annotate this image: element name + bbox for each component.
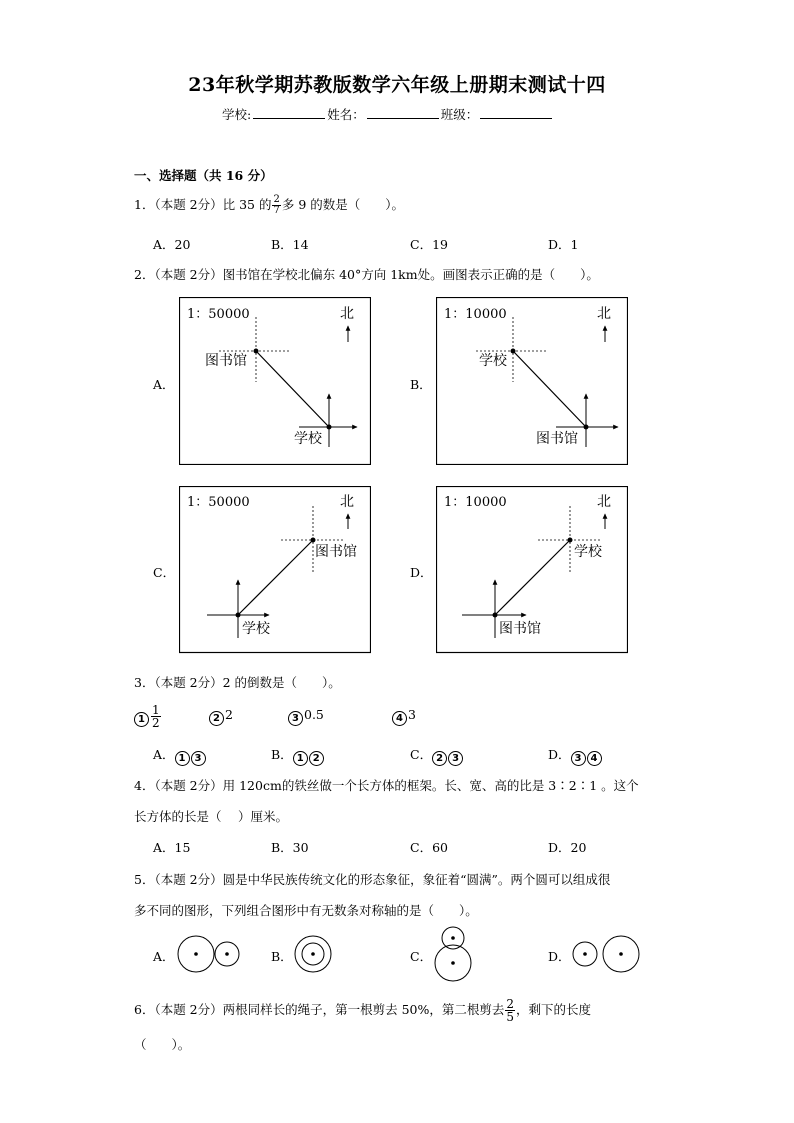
- circled-2-icon: 2: [432, 751, 447, 766]
- q5-option-a[interactable]: A．: [153, 949, 175, 964]
- question-6-line-2: （ ）。: [134, 1037, 191, 1052]
- scale-label: 1：50000: [187, 307, 250, 322]
- circled-2-icon: 2: [309, 751, 324, 766]
- q2-option-a[interactable]: A．: [153, 377, 175, 392]
- point-bottom: [327, 425, 332, 430]
- q1-frac-numerator: 2: [273, 194, 280, 205]
- q2-diagram-d[interactable]: [436, 486, 628, 654]
- question-1: [134, 195, 404, 216]
- question-6: [134, 998, 591, 1023]
- q1-frac-denominator: 7: [273, 205, 280, 216]
- q2-option-d[interactable]: D．: [410, 565, 433, 580]
- q5-figure-b: [291, 933, 335, 975]
- north-label: 北: [340, 306, 354, 322]
- circled-3-icon: 3: [288, 711, 303, 726]
- circled-3-icon: 3: [191, 751, 206, 766]
- q5-figure-a: [175, 933, 243, 975]
- north-label: 北: [597, 306, 611, 322]
- diagram-frame: [437, 298, 628, 465]
- section-heading: 一、选择题（共 16 分）: [134, 168, 273, 183]
- q2-diagram-a[interactable]: [179, 297, 371, 465]
- q3-item-3: [288, 707, 324, 726]
- direction-line: [513, 351, 586, 427]
- q3-item3-value: 0.5: [304, 707, 324, 722]
- point-top: [511, 349, 516, 354]
- option-label: C．: [410, 747, 433, 762]
- circled-4-icon: 4: [587, 751, 602, 766]
- q4-option-a[interactable]: A．15: [153, 840, 191, 855]
- diagram-frame: [180, 298, 371, 465]
- bottom-point-label: 图书馆: [499, 621, 541, 637]
- bottom-point-label: 学校: [294, 431, 322, 447]
- q3-item2-value: 2: [225, 707, 233, 722]
- circled-1-icon: 1: [293, 751, 308, 766]
- q3-item4-value: 3: [408, 707, 416, 722]
- option-label: A．: [153, 747, 175, 762]
- north-label: 北: [597, 494, 611, 510]
- direction-line: [238, 540, 313, 615]
- question-4-line-1: 4．（本题 2分）用 120cm的铁丝做一个长方体的框架。长、宽、高的比是 3∶2∶1 。这个: [134, 778, 639, 793]
- q3-frac-numerator: 1: [152, 703, 160, 717]
- q3-item1-fraction: [151, 704, 161, 729]
- circled-1-icon: 1: [134, 712, 149, 727]
- q1-option-b[interactable]: B．14: [271, 237, 309, 252]
- point-bottom: [493, 613, 498, 618]
- circled-2-icon: 2: [209, 711, 224, 726]
- bottom-point-label: 图书馆: [536, 431, 578, 447]
- q6-prefix: 6．（本题 2分）两根同样长的绳子，第一根剪去 50%，第二根剪去: [134, 1002, 505, 1017]
- q1-suffix: 多 9 的数是（ ）。: [281, 197, 405, 212]
- page-title: 23年秋学期苏教版数学六年级上册期末测试十四: [188, 74, 606, 96]
- q3-item-1: [134, 704, 162, 729]
- q3-option-c[interactable]: [410, 745, 464, 766]
- point-bottom: [584, 425, 589, 430]
- scale-label: 1：10000: [444, 307, 507, 322]
- q5-figure-d: [570, 933, 642, 975]
- point-bottom: [236, 613, 241, 618]
- q6-frac-numerator: 2: [506, 997, 515, 1011]
- q3-frac-denominator: 2: [152, 716, 160, 730]
- option-label: D．: [548, 747, 571, 762]
- q1-option-a[interactable]: A．20: [153, 237, 191, 252]
- scale-label: 1：50000: [187, 495, 250, 510]
- top-point-label: 学校: [574, 544, 602, 560]
- q3-option-a[interactable]: [153, 745, 207, 766]
- q1-prefix: 1．（本题 2分）比 35 的: [134, 197, 272, 212]
- top-point-label: 图书馆: [315, 544, 357, 560]
- diagram-frame: [180, 487, 371, 653]
- q1-option-c[interactable]: C．19: [410, 237, 448, 252]
- direction-line: [256, 351, 329, 427]
- circled-4-icon: 4: [392, 711, 407, 726]
- question-4-line-2: 长方体的长是（ ）厘米。: [134, 809, 288, 824]
- class-blank[interactable]: [480, 106, 552, 119]
- q5-option-b[interactable]: B．: [271, 949, 293, 964]
- name-blank[interactable]: [367, 106, 439, 119]
- q2-option-c[interactable]: C．: [153, 565, 176, 580]
- question-5-line-2: 多不同的图形，下列组合图形中有无数条对称轴的是（ ）。: [134, 903, 478, 918]
- q4-option-c[interactable]: C．60: [410, 840, 448, 855]
- top-point-label: 图书馆: [205, 353, 247, 369]
- q4-option-d[interactable]: D．20: [548, 840, 587, 855]
- question-5-line-1: 5．（本题 2分）圆是中华民族传统文化的形态象征，象征着“圆满”。两个圆可以组成很: [134, 872, 611, 887]
- q5-option-c[interactable]: C．: [410, 949, 433, 964]
- q3-item-4: [392, 707, 416, 726]
- q1-option-d[interactable]: D．1: [548, 237, 579, 252]
- school-label: 学校:: [222, 107, 252, 122]
- q6-suffix: ，剩下的长度: [516, 1002, 592, 1017]
- question-3: 3．（本题 2分）2 的倒数是（ ）。: [134, 675, 341, 690]
- north-label: 北: [340, 494, 354, 510]
- point-top: [311, 538, 316, 543]
- point-top: [568, 538, 573, 543]
- q5-option-d[interactable]: D．: [548, 949, 571, 964]
- q6-frac-denominator: 5: [506, 1010, 515, 1024]
- direction-line: [495, 540, 570, 615]
- scale-label: 1：10000: [444, 495, 507, 510]
- q4-option-b[interactable]: B．30: [271, 840, 309, 855]
- q3-option-d[interactable]: [548, 745, 603, 766]
- q5-figure-c: [431, 922, 475, 984]
- circled-3-icon: 3: [571, 751, 586, 766]
- circled-1-icon: 1: [175, 751, 190, 766]
- q3-option-b[interactable]: [271, 745, 325, 766]
- top-point-label: 学校: [479, 353, 507, 369]
- circled-3-icon: 3: [448, 751, 463, 766]
- class-label: 班级：: [440, 107, 479, 122]
- q6-fraction: [505, 998, 515, 1023]
- q2-option-b[interactable]: B．: [410, 377, 432, 392]
- question-2: 2．（本题 2分）图书馆在学校北偏东 40°方向 1km处。画图表示正确的是（ ）。: [134, 267, 599, 282]
- point-top: [254, 349, 259, 354]
- q1-fraction: [272, 195, 280, 216]
- option-label: B．: [271, 747, 293, 762]
- school-blank[interactable]: [253, 106, 325, 119]
- student-info-line: [222, 105, 554, 123]
- q2-diagram-b[interactable]: [436, 297, 628, 465]
- q3-item-2: [209, 707, 233, 726]
- name-label: 姓名：: [327, 107, 365, 122]
- q2-diagram-c[interactable]: [179, 486, 371, 654]
- bottom-point-label: 学校: [242, 621, 270, 637]
